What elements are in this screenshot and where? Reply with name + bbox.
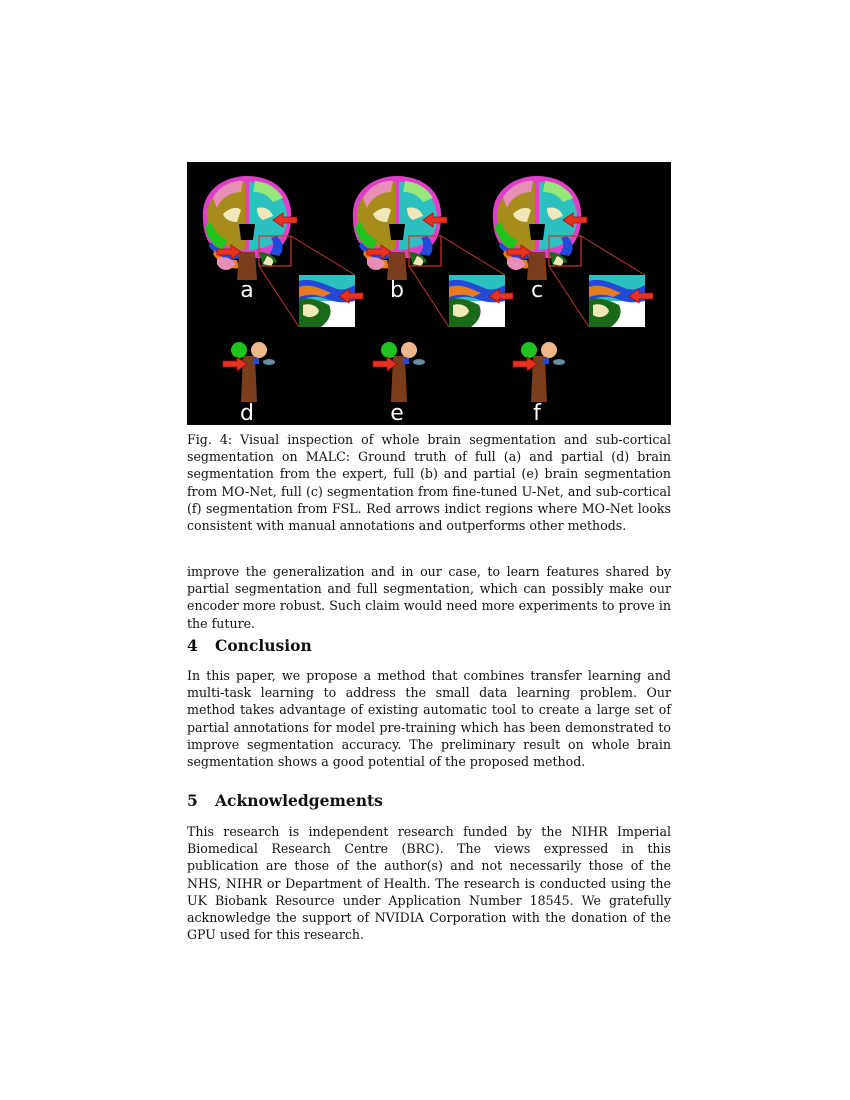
brain-segmentation-b	[353, 176, 441, 280]
zoom-connector-line	[259, 266, 299, 327]
brain-segmentation-a	[203, 176, 291, 280]
zoom-connector-line	[409, 266, 449, 327]
subcortical-segmentation-f	[521, 342, 565, 402]
acknowledgements-paragraph: This research is independent research funded by the NIHR Imperial Biomedical Research Centre (BRC). The views expressed in this publication are those of the author(s) and not necessarily those of the NHS, NIHR or Department of Health. The research is conducted using the UK Biobank Resource under Application Number 18545. We gratefully acknowledge the support of NVIDIA Corporation with the donation of the GPU used for this research.	[187, 824, 671, 943]
intro-paragraph: improve the generalization and in our case, to learn features shared by partial segmentation and full segmentation, which can possibly make our encoder more robust. Such claim would need more experiments to prove in the future.	[187, 564, 671, 631]
section-heading-acknowledgements	[187, 791, 383, 810]
section-title: Conclusion	[215, 636, 312, 655]
panel-label-f: f	[533, 401, 541, 425]
section-heading-conclusion	[187, 636, 312, 655]
figure-caption	[187, 431, 671, 534]
panel-label-d: d	[240, 401, 254, 425]
zoom-connector-line	[581, 236, 645, 275]
figure-4-image	[187, 162, 671, 425]
caption-label: Fig. 4:	[187, 432, 233, 447]
brain-segmentation-c	[493, 176, 581, 280]
panel-label-c: c	[530, 278, 544, 303]
panel-label-a: a	[240, 278, 254, 303]
zoom-connector-line	[441, 236, 505, 275]
zoom-connector-line	[549, 266, 589, 327]
panel-label-e: e	[390, 401, 404, 425]
figure-4	[187, 162, 671, 425]
zoom-connector-line	[291, 236, 355, 275]
subcortical-segmentation-e	[381, 342, 425, 402]
conclusion-paragraph: In this paper, we propose a method that combines transfer learning and multi-task learning to address the small data learning problem. Our method takes advantage of existing automatic tool to create a large set of partial annotations for model pre-training which has been demonstrated to improve segmentation accuracy. The preliminary result on whole brain segmentation shows a good potential of the proposed method.	[187, 668, 671, 770]
subcortical-segmentation-d	[231, 342, 275, 402]
caption-text: Visual inspection of whole brain segmentation and sub-cortical segmentation on MALC: Ground truth of full (a) and partial (d) brain segmentation from the expert, full (b) and partial (e) brain segmentation from MO-Net, full (c) segmentation from fine-tuned U-Net, and sub-cortical (f) segmentation from FSL. Red arrows indict regions where MO-Net looks consistent with manual annotations and outperforms other methods.	[187, 432, 671, 534]
panel-label-b: b	[390, 278, 404, 303]
section-number: 5	[187, 791, 198, 810]
section-title: Acknowledgements	[215, 791, 383, 810]
section-number: 4	[187, 636, 198, 655]
